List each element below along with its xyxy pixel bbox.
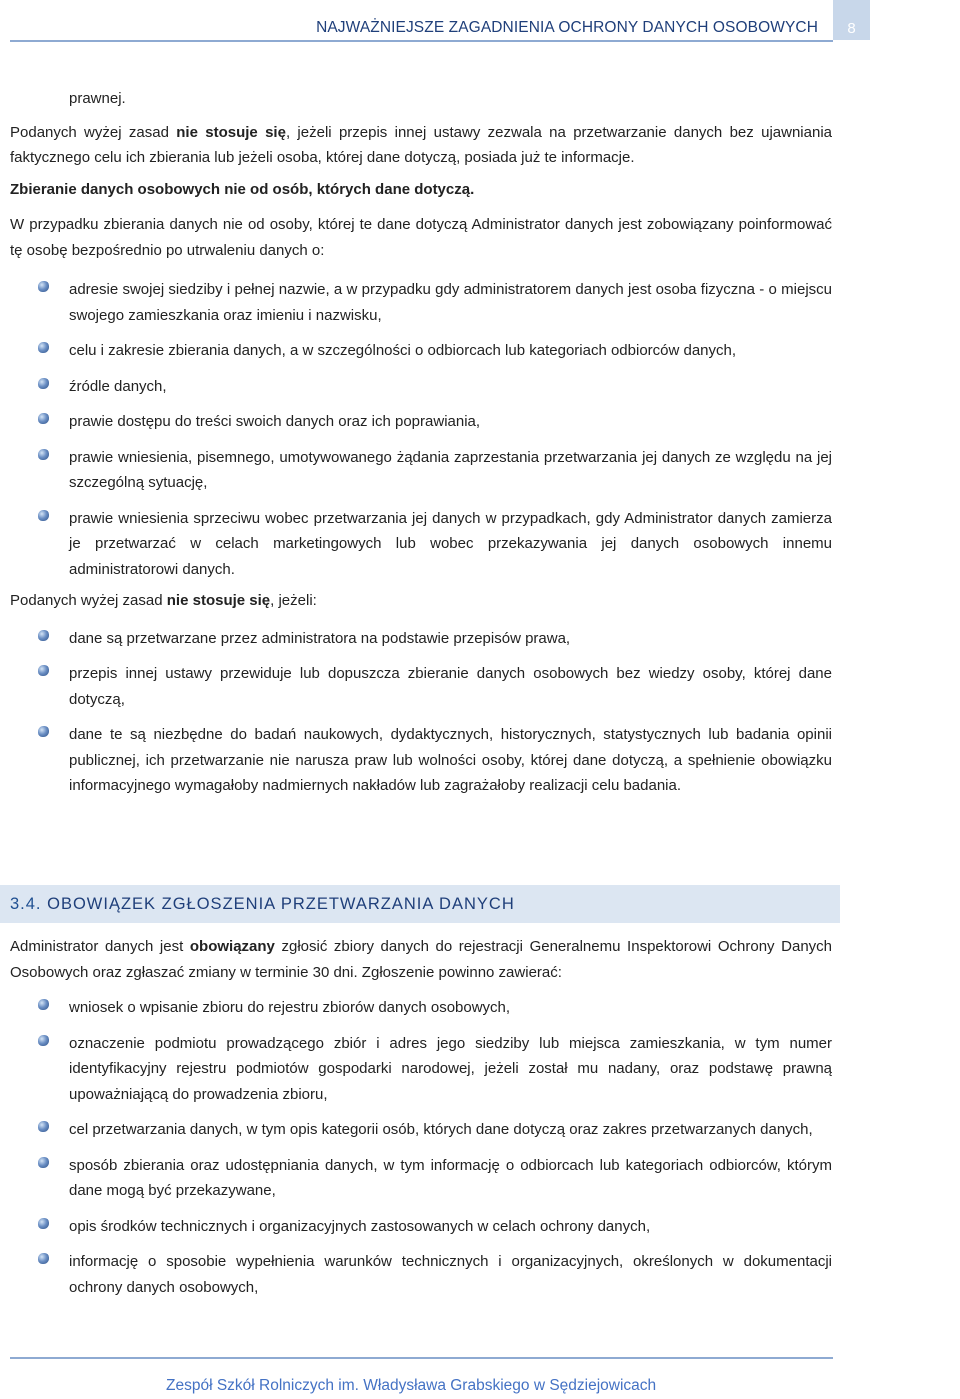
list-item: dane są przetwarzane przez administratora na podstawie przepisów prawa, [10,626,832,652]
round-bullet-icon [38,413,49,424]
list-item: oznaczenie podmiotu prowadzącego zbiór i adres jego siedziby lub miejsca zamieszkania, w tym numer identyfikacyjny rejestru podmiotów gospodarki narodowej, jeżeli został mu nadany, oraz podstawę prawną upoważniającą do prowadzenia zbioru, [10,1031,832,1108]
round-bullet-icon [38,1218,49,1229]
round-bullet-icon [38,342,49,353]
footer-text: Zespół Szkół Rolniczych im. Władysława Grabskiego w Sędziejowicach [166,1377,657,1394]
round-bullet-icon [38,726,49,737]
round-bullet-icon [38,1253,49,1264]
round-bullet-icon [38,449,49,460]
section-heading: 3.4. OBOWIĄZEK ZGŁOSZENIA PRZETWARZANIA DANYCH [10,895,515,913]
paragraph-exemption-1: Podanych wyżej zasad nie stosuje się, jeżeli przepis innej ustawy zezwala na przetwarzanie danych bez ujawniania faktycznego celu ich zbierania lub jeżeli osoba, której dane dotyczą, posiada już te informacje. [10,123,832,166]
header-divider [10,40,833,42]
round-bullet-icon [38,999,49,1010]
list-item: prawie dostępu do treści swoich danych oraz ich poprawiania, [10,409,832,435]
list-item: opis środków technicznych i organizacyjnych zastosowanych w celach ochrony danych, [10,1214,832,1240]
list-item: prawie wniesienia, pisemnego, umotywowanego żądania zaprzestania przetwarzania jej danych ze względu na jej szczególną sytuację, [10,445,832,496]
footer-divider [10,1357,833,1359]
section-content [10,934,832,1300]
list-item: źródle danych, [10,374,832,400]
round-bullet-icon [38,1121,49,1132]
main-content [10,86,832,799]
page-header [0,0,960,52]
paragraph-exemption-2: Podanych wyżej zasad nie stosuje się, jeżeli: [10,592,317,609]
header-title: NAJWAŻNIEJSZE ZAGADNIENIA OCHRONY DANYCH OSOBOWYCH [316,19,818,36]
continuation-line: prawnej. [69,90,126,107]
list-info-items [10,277,832,582]
round-bullet-icon [38,665,49,676]
list-item: adresie swojej siedziby i pełnej nazwie, a w przypadku gdy administratorem danych jest osoba fizyczna - o miejscu swojego zamieszkania oraz imieniu i nazwisku, [10,277,832,328]
subheading: Zbieranie danych osobowych nie od osób, których dane dotyczą. [10,180,475,198]
list-item: celu i zakresie zbierania danych, a w szczególności o odbiorcach lub kategoriach odbiorców danych, [10,338,832,364]
round-bullet-icon [38,510,49,521]
list-exemptions [10,626,832,799]
round-bullet-icon [38,378,49,389]
page-number: 8 [833,0,870,40]
list-item: sposób zbierania oraz udostępniania danych, w tym informację o odbiorcach lub kategoriach odbiorców, którym dane mogą być przekazywane, [10,1153,832,1204]
list-registration-contents [10,995,832,1300]
paragraph-obligation: W przypadku zbierania danych nie od osoby, której te dane dotyczą Administrator danych jest zobowiązany poinformować tę osobę bezpośrednio po utrwaleniu danych o: [10,216,832,259]
list-item: informację o sposobie wypełnienia warunków technicznych i organizacyjnych, określonych w dokumentacji ochrony danych osobowych, [10,1249,832,1300]
list-item: prawie wniesienia sprzeciwu wobec przetwarzania jej danych w przypadkach, gdy Administrator danych zamierza je przetwarzać w celach marketingowych lub wobec przekazywania jej danych osobowych innemu administratorowi danych. [10,506,832,583]
round-bullet-icon [38,630,49,641]
list-item: dane te są niezbędne do badań naukowych, dydaktycznych, historycznych, statystycznych lub badania opinii publicznej, ich przetwarzanie nie narusza praw lub wolności osoby, której dane dotyczą, a spełnienie obowiązku informacyjnego wymagałoby nadmiernych nakładów lub zagrażałoby realizacji celu badania. [10,722,832,799]
paragraph-registration: Administrator danych jest obowiązany zgłosić zbiory danych do rejestracji Generalnemu Inspektorowi Ochrony Danych Osobowych oraz zgłaszać zmiany w terminie 30 dni. Zgłoszenie powinno zawierać: [10,938,833,981]
list-item: wniosek o wpisanie zbioru do rejestru zbiorów danych osobowych, [10,995,832,1021]
list-item: przepis innej ustawy przewiduje lub dopuszcza zbieranie danych osobowych bez wiedzy osoby, której dane dotyczą, [10,661,832,712]
round-bullet-icon [38,1157,49,1168]
list-item: cel przetwarzania danych, w tym opis kategorii osób, których dane dotyczą oraz zakres przetwarzanych danych, [10,1117,832,1143]
round-bullet-icon [38,1035,49,1046]
round-bullet-icon [38,281,49,292]
